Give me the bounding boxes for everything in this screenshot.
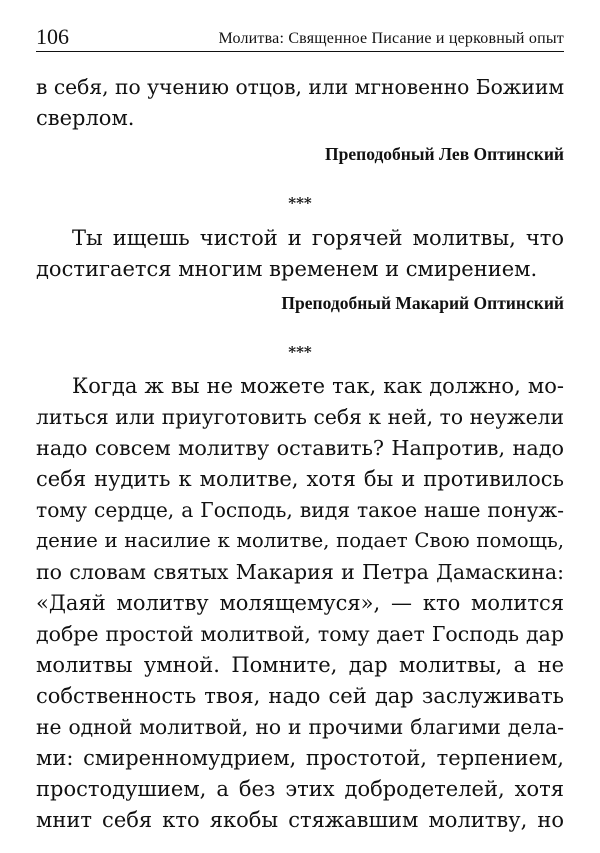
attribution-lev-optinsky: Преподобный Лев Оптинский (325, 144, 564, 164)
text-line: сверлом. (36, 106, 135, 130)
text-line: литься или приуготовить себя к ней, то неужели (36, 405, 564, 429)
text-line: мнит себя кто якобы стяжавшим молитву, но (36, 808, 564, 832)
page-number: 106 (36, 24, 69, 49)
text-line: молитвы умной. Помните, дар молитвы, а не (36, 653, 564, 677)
text-line: надо совсем молитву оставить? Напротив, надо (36, 436, 564, 460)
text-line: дение и насилие к молитве, подает Свою помощь, (36, 529, 564, 552)
text-line: тому сердце, а Господь, видя такое наше понуж- (36, 498, 564, 522)
text-line: достигается многим временем и смирением. (36, 257, 538, 281)
header-rule (36, 51, 564, 52)
text-line: Когда ж вы не можете так, как должно, мо- (72, 374, 564, 398)
text-line: простодушием, а без этих добродетелей, хотя (36, 777, 564, 801)
text-line: не одной молитвой, но и прочими благими дела- (36, 715, 564, 739)
text-line: «Даяй молитву молящемуся», — кто молится (36, 591, 564, 615)
text-line: себя нудить к молитве, хотя бы и противилось (36, 467, 564, 491)
text-line: по словам святых Макария и Петра Дамаскина: (36, 560, 564, 584)
text-line: добре простой молитвой, тому дает Господь дар (36, 622, 564, 646)
text-line: ми: смиренномудрием, простотой, терпением, (36, 746, 564, 770)
text-line: собственность твоя, надо сей дар заслуживать (36, 684, 564, 708)
section-separator: *** (288, 194, 312, 212)
text-line: в себя, по учению отцов, или мгновенно Божиим (36, 75, 565, 99)
text-line: Ты ищешь чистой и горячей молитвы, что (72, 226, 564, 250)
page-header (36, 22, 564, 52)
running-title: Молитва: Священное Писание и церковный опыт (218, 30, 564, 47)
section-separator: *** (288, 343, 312, 361)
attribution-makary-optinsky: Преподобный Макарий Оптинский (281, 293, 564, 313)
